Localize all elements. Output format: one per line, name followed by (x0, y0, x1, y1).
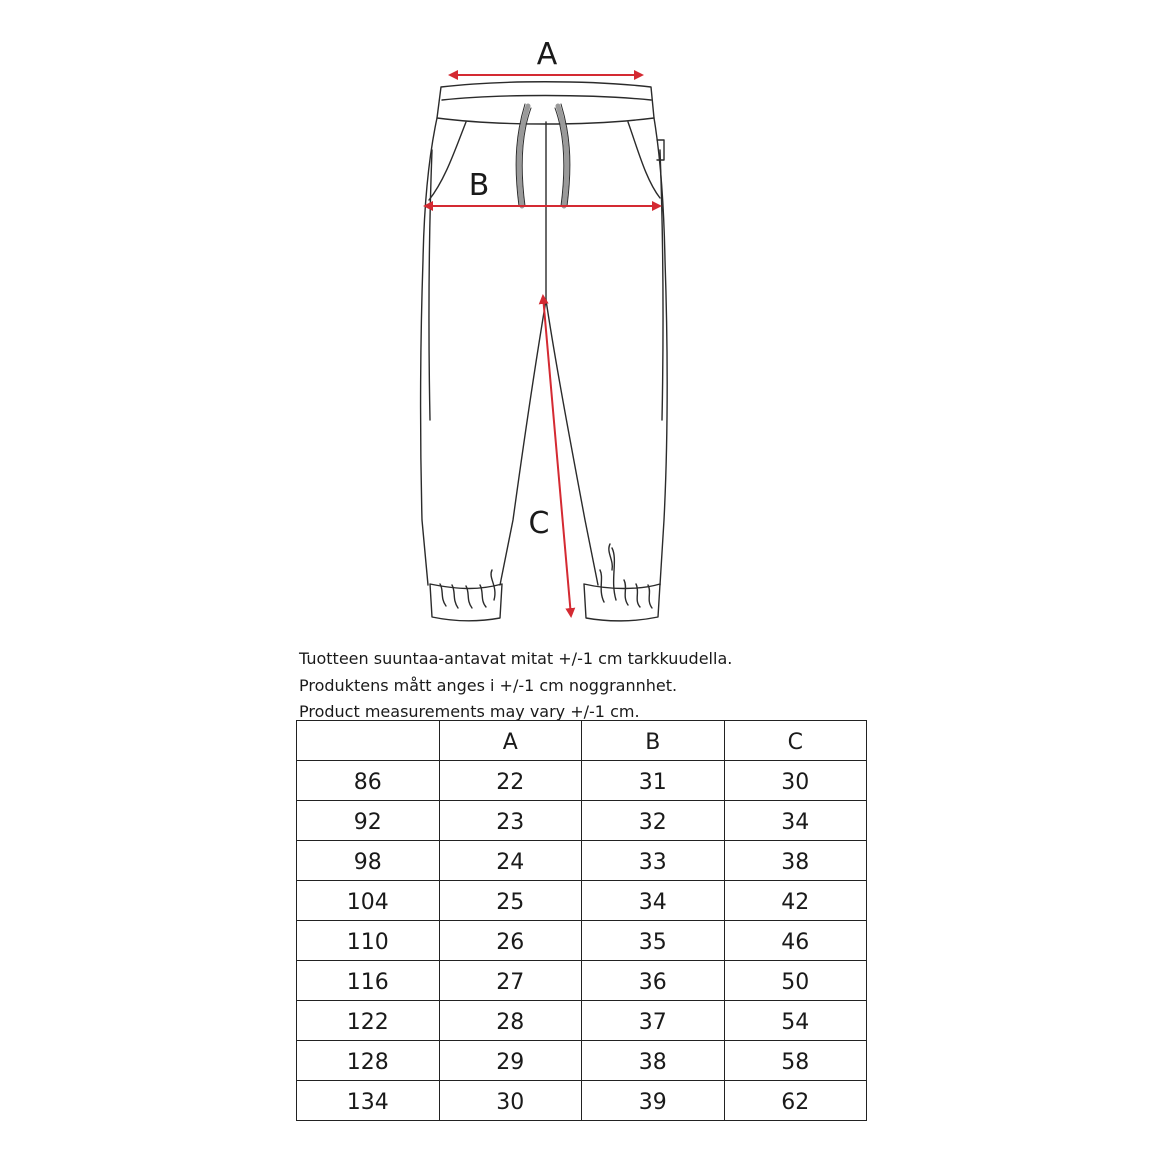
measure-line-c (543, 296, 571, 616)
measure-cell: 38 (724, 841, 867, 881)
measure-cell: 26 (439, 921, 582, 961)
measure-cell: 22 (439, 761, 582, 801)
label-a: A (536, 37, 558, 72)
measure-cell: 24 (439, 841, 582, 881)
measure-cell: 42 (724, 881, 867, 921)
measure-cell: 36 (582, 961, 725, 1001)
table-row (297, 1041, 867, 1081)
measure-cell: 35 (582, 921, 725, 961)
table-row (297, 921, 867, 961)
size-cell: 92 (297, 801, 440, 841)
table-header-row (297, 721, 867, 761)
measure-cell: 30 (724, 761, 867, 801)
note-swedish: Produktens mått anges i +/-1 cm noggrannhet. (299, 675, 678, 695)
label-b: B (468, 168, 490, 203)
size-cell: 116 (297, 961, 440, 1001)
measure-cell: 46 (724, 921, 867, 961)
table-row (297, 881, 867, 921)
measure-cell: 25 (439, 881, 582, 921)
table-row (297, 761, 867, 801)
measure-cell: 54 (724, 1001, 867, 1041)
size-cell: 110 (297, 921, 440, 961)
table-row (297, 801, 867, 841)
measure-cell: 37 (582, 1001, 725, 1041)
measure-cell: 58 (724, 1041, 867, 1081)
measure-cell: C (724, 721, 867, 761)
measure-cell: 29 (439, 1041, 582, 1081)
label-c: C (528, 506, 550, 541)
size-cell: 86 (297, 761, 440, 801)
table-row (297, 1081, 867, 1121)
size-cell: 128 (297, 1041, 440, 1081)
measure-cell: 32 (582, 801, 725, 841)
table-row (297, 961, 867, 1001)
size-cell: 134 (297, 1081, 440, 1121)
measure-cell: A (439, 721, 582, 761)
note-english: Product measurements may vary +/-1 cm. (299, 702, 640, 721)
measure-cell: 23 (439, 801, 582, 841)
table-row (297, 1001, 867, 1041)
table-row (297, 841, 867, 881)
measure-cell: 62 (724, 1081, 867, 1121)
size-cell: 122 (297, 1001, 440, 1041)
measurement-notes (299, 646, 899, 726)
note-finnish: Tuotteen suuntaa-antavat mitat +/-1 cm tarkkuudella. (299, 649, 733, 668)
measure-cell: B (582, 721, 725, 761)
measure-cell: 27 (439, 961, 582, 1001)
measure-cell: 31 (582, 761, 725, 801)
measure-cell: 30 (439, 1081, 582, 1121)
size-cell (297, 721, 440, 761)
measure-cell: 39 (582, 1081, 725, 1121)
size-cell: 104 (297, 881, 440, 921)
drawstring (519, 106, 567, 206)
measure-cell: 34 (582, 881, 725, 921)
measure-cell: 33 (582, 841, 725, 881)
size-cell: 98 (297, 841, 440, 881)
measure-cell: 28 (439, 1001, 582, 1041)
measure-cell: 38 (582, 1041, 725, 1081)
size-table (296, 720, 867, 1121)
measure-cell: 34 (724, 801, 867, 841)
measure-cell: 50 (724, 961, 867, 1001)
